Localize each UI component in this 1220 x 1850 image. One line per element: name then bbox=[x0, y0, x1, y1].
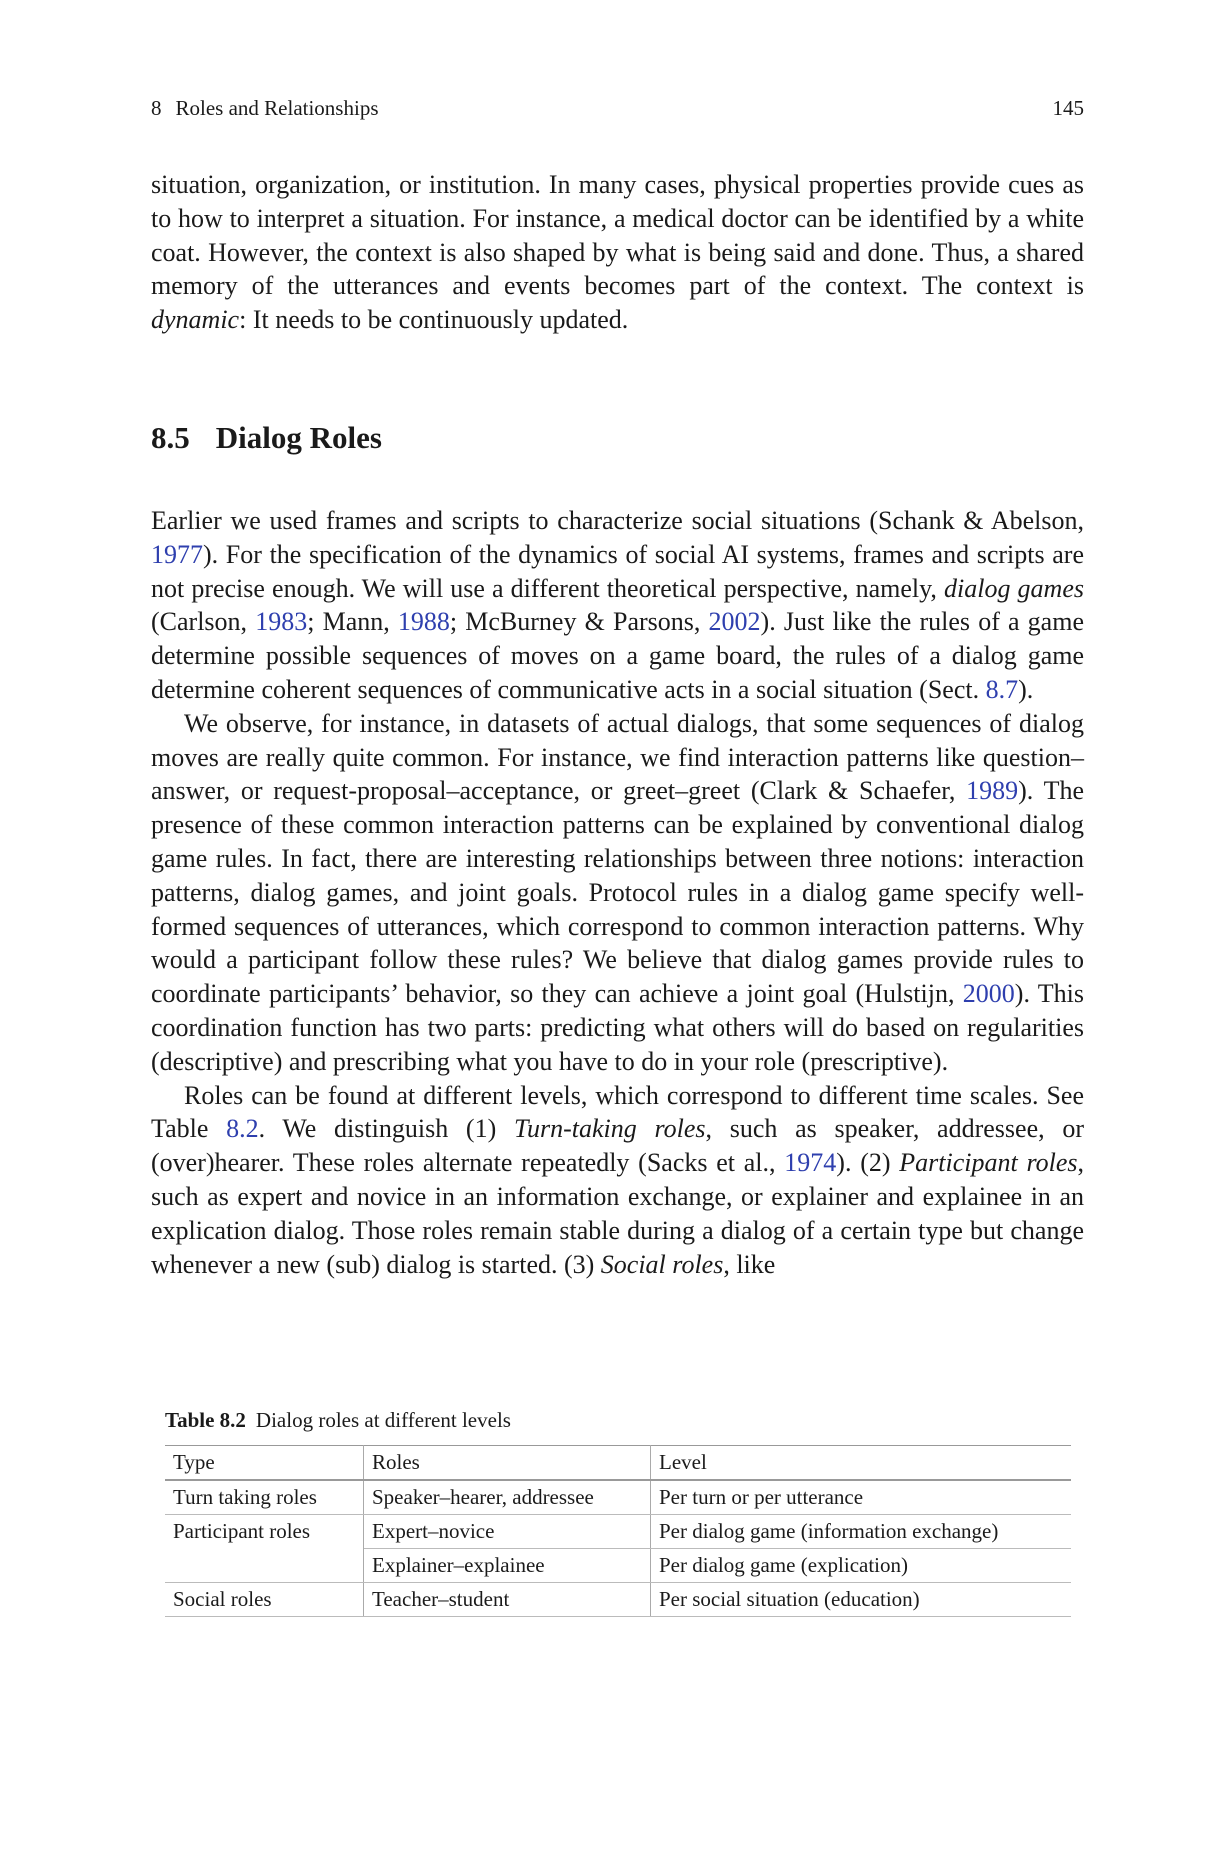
table-header-row bbox=[165, 1446, 1071, 1481]
text: We observe, for instance, in datasets of actual dialogs, that some sequences of dialog moves are really quite common. For instance, we find interaction patterns like question–answer, or request-proposal–acceptance, or greet–greet (Clark & Schaefer, bbox=[151, 708, 1084, 806]
emphasis: Participant roles bbox=[899, 1148, 1078, 1178]
text: ). (2) bbox=[836, 1148, 900, 1178]
table-row bbox=[165, 1480, 1071, 1515]
table-caption bbox=[165, 1408, 1071, 1433]
citation-link[interactable]: 1983 bbox=[255, 607, 308, 637]
cell-level: Per turn or per utterance bbox=[651, 1480, 1072, 1515]
citation-link[interactable]: 1988 bbox=[397, 607, 450, 637]
cell-level: Per dialog game (information exchange) bbox=[651, 1515, 1072, 1549]
text: Roles can be found at different levels, which correspond to different time scales. See Table bbox=[151, 1080, 1084, 1144]
citation-link[interactable]: 2000 bbox=[962, 979, 1015, 1009]
running-head bbox=[151, 96, 1084, 121]
cell-roles: Explainer–explainee bbox=[364, 1549, 651, 1583]
emphasis: dynamic bbox=[151, 305, 240, 335]
cell-type: Turn taking roles bbox=[165, 1480, 364, 1515]
page-number: 145 bbox=[1052, 96, 1084, 120]
paragraph-interaction-patterns bbox=[151, 707, 1084, 1079]
table-label: Table 8.2 bbox=[165, 1408, 246, 1432]
cell-level: Per social situation (education) bbox=[651, 1583, 1072, 1617]
section-link[interactable]: 8.7 bbox=[985, 674, 1019, 704]
cell-level: Per dialog game (explication) bbox=[651, 1549, 1072, 1583]
chapter-title: Roles and Relationships bbox=[175, 96, 379, 120]
section-body bbox=[151, 504, 1084, 1281]
table-figure bbox=[165, 1408, 1071, 1617]
table-row bbox=[165, 1515, 1071, 1549]
emphasis: Social roles bbox=[600, 1249, 724, 1279]
emphasis: Turn-taking roles bbox=[513, 1114, 706, 1144]
text: ). Just like the rules of a game determine possible sequences of moves on a game board, the rules of a dialog game determine coherent sequences of communicative acts in a social situation (Sect. bbox=[151, 607, 1084, 704]
text: ). bbox=[1018, 674, 1034, 704]
section-number: 8.5 bbox=[151, 420, 190, 455]
header-type: Type bbox=[165, 1446, 364, 1481]
section-title: Dialog Roles bbox=[215, 420, 382, 455]
text: , like bbox=[723, 1249, 776, 1279]
citation-link[interactable]: 2002 bbox=[708, 607, 761, 637]
dialog-roles-table bbox=[165, 1445, 1071, 1617]
cell-roles: Speaker–hearer, addressee bbox=[364, 1480, 651, 1515]
citation-link[interactable]: 1974 bbox=[784, 1148, 837, 1178]
text: ; Mann, bbox=[307, 607, 398, 637]
text: : It needs to be continuously updated. bbox=[239, 305, 629, 335]
text: ). For the specification of the dynamics of social AI systems, frames and scripts are not precise enough. We will use a different theoretical perspective, namely, bbox=[151, 539, 1084, 603]
emphasis: dialog games bbox=[944, 573, 1084, 603]
header-level: Level bbox=[651, 1446, 1072, 1481]
table-caption-text: Dialog roles at different levels bbox=[255, 1408, 511, 1432]
text: , such as speaker, addressee, or (over)hearer. These roles alternate repeatedly (Sacks et al., bbox=[151, 1114, 1084, 1178]
text: ). The presence of these common interaction patterns can be explained by conventional dialog game rules. In fact, there are interesting relationships between three notions: interaction patterns, dialog games, and joint goals. Protocol rules in a dialog game specify well-formed sequences of utterances, which correspond to common interaction patterns. Why would a participant follow these rules? We believe that dialog games provide rules to coordinate participants’ behavior, so they can achieve a joint goal (Hulstijn, bbox=[151, 776, 1084, 1009]
text: . We distinguish (1) bbox=[258, 1114, 514, 1144]
header-roles: Roles bbox=[364, 1446, 651, 1481]
citation-link[interactable]: 1977 bbox=[151, 539, 203, 569]
paragraph-dialog-games bbox=[151, 504, 1084, 707]
cell-roles: Expert–novice bbox=[364, 1515, 651, 1549]
section-heading bbox=[151, 420, 382, 456]
chapter-number: 8 bbox=[151, 96, 162, 120]
paragraph-role-levels bbox=[151, 1079, 1084, 1282]
table-row bbox=[165, 1583, 1071, 1617]
text: ). This coordination function has two parts: predicting what others will do based on regularities (descriptive) and prescribing what you have to do in your role (prescriptive). bbox=[151, 979, 1084, 1076]
text: Earlier we used frames and scripts to characterize social situations (Schank & Abelson, bbox=[151, 506, 1084, 535]
text: (Carlson, bbox=[151, 607, 256, 637]
text: ; McBurney & Parsons, bbox=[449, 607, 709, 637]
text: situation, organization, or institution. In many cases, physical properties provide cues as to how to interpret a situation. For instance, a medical doctor can be identified by a white coat. However, the context is also shaped by what is being said and done. Thus, a shared memory of the utterances and events becomes part of the context. The context is bbox=[151, 170, 1084, 301]
text: , such as expert and novice in an information exchange, or explainer and explainee in an explication dialog. Those roles remain stable during a dialog of a certain type but change whenever a new (sub) dialog is started. (3) bbox=[151, 1148, 1084, 1279]
cell-roles: Teacher–student bbox=[364, 1583, 651, 1617]
citation-link[interactable]: 1989 bbox=[966, 776, 1019, 806]
paragraph-context bbox=[151, 168, 1084, 337]
cell-type: Social roles bbox=[165, 1583, 364, 1617]
table-row bbox=[165, 1549, 1071, 1583]
running-head-chapter bbox=[151, 96, 379, 121]
cell-type: Participant roles bbox=[165, 1515, 364, 1549]
cell-type bbox=[165, 1549, 364, 1583]
table-link[interactable]: 8.2 bbox=[226, 1114, 259, 1144]
